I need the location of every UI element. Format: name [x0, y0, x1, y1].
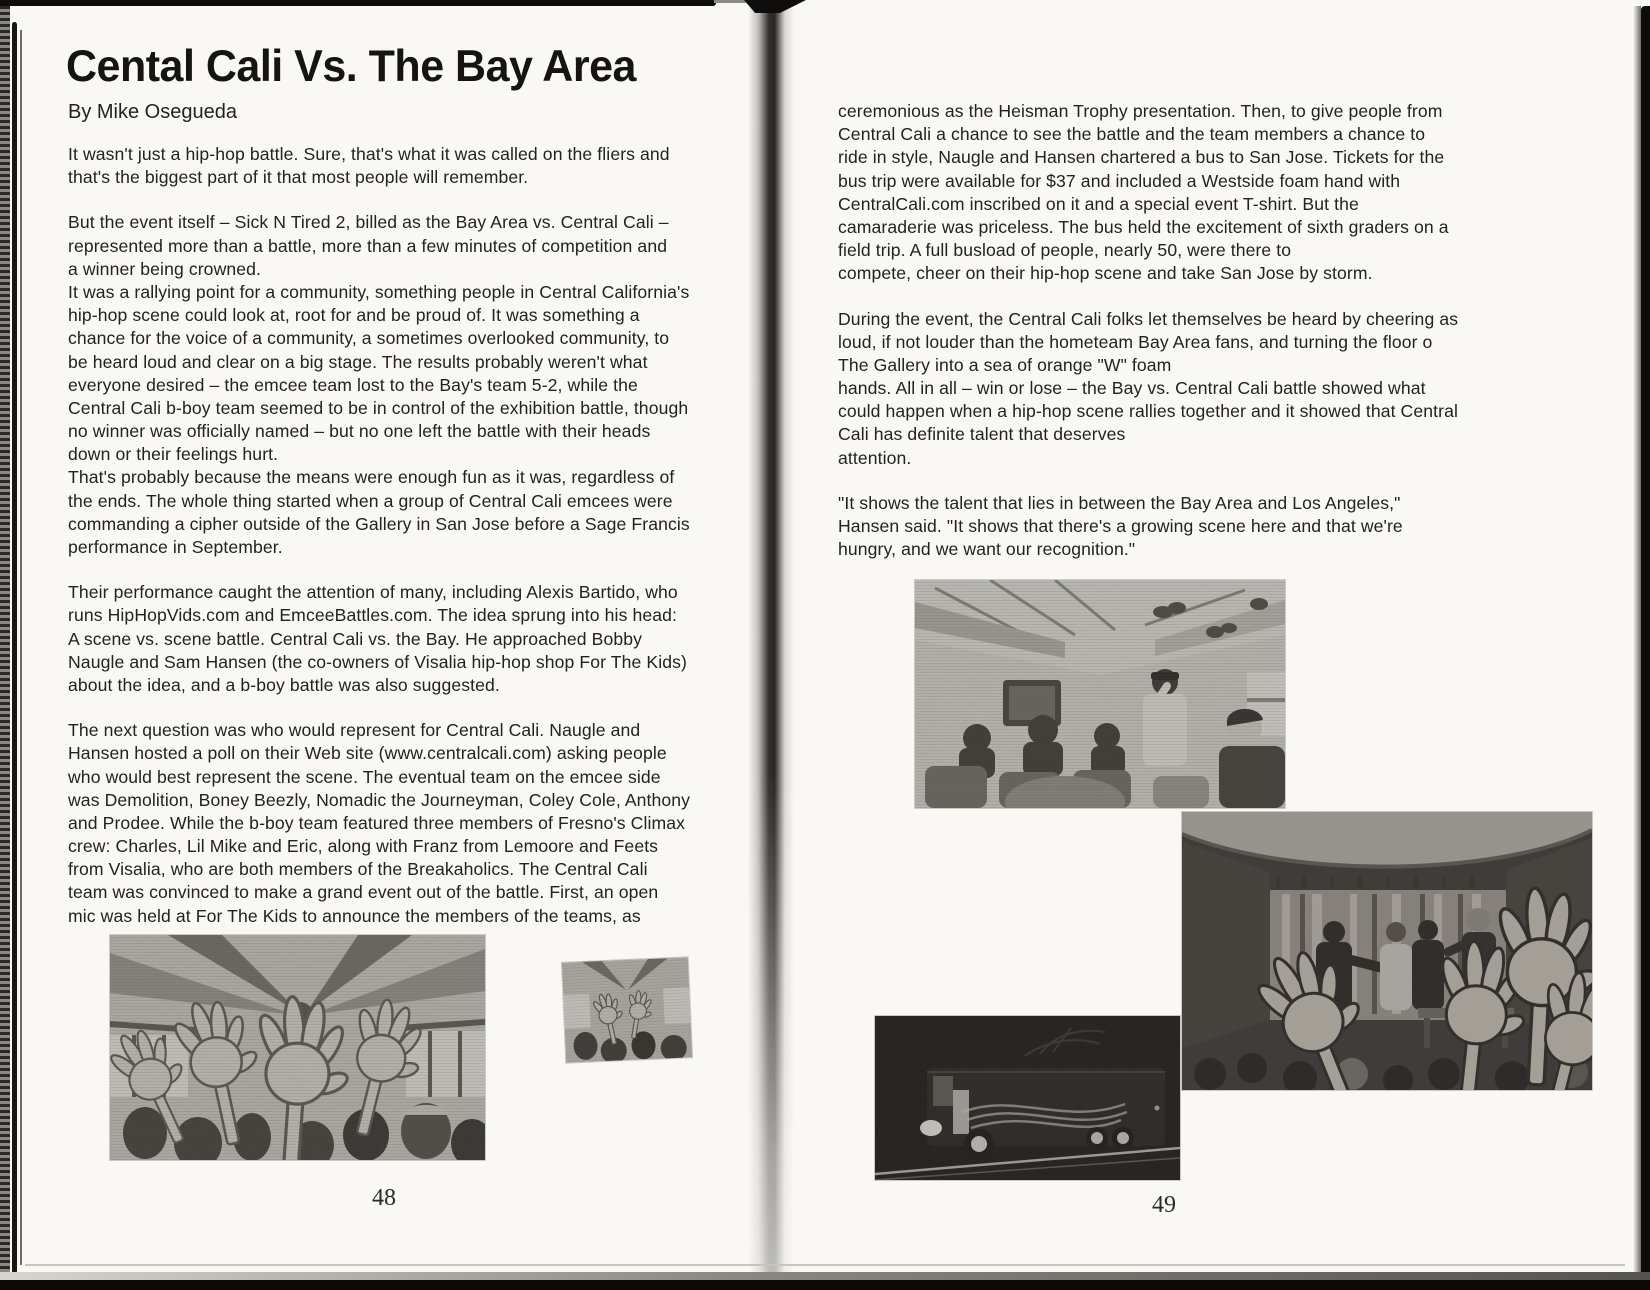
text-line: who would best represent the scene. The eventual team on the emcee side	[68, 766, 661, 787]
text-line: During the event, the Central Cali folks let themselves be heard by cheering as	[838, 308, 1459, 329]
right-text-column	[838, 100, 1578, 561]
page-number: 48	[372, 1185, 396, 1211]
text-line: Hansen said. "It shows that there's a growing scene here and that we're	[838, 516, 1403, 536]
text-line: Cali has definite talent that deserves	[838, 424, 1126, 445]
text-line: attention.	[838, 447, 912, 468]
text-line: Their performance caught the attention of many, including Alexis Bartido, who	[68, 582, 678, 603]
scan-bottom-edge	[0, 1280, 1650, 1290]
text-line: hungry, and we want our recognition."	[838, 539, 1136, 560]
text-line: It was a rallying point for a community, something people in Central California's	[68, 281, 690, 302]
photo-bus-interior	[915, 580, 1285, 808]
text-line: mic was held at For The Kids to announce the members of the teams, as	[68, 905, 641, 926]
text-line: A scene vs. scene battle. Central Cali vs. the Bay. He approached Bobby	[68, 628, 642, 649]
paragraph	[838, 100, 1578, 286]
text-line: "It shows the talent that lies in between the Bay Area and Los Angeles,"	[838, 492, 1401, 513]
text-line: The Gallery into a sea of orange "W" foam	[838, 354, 1172, 375]
text-line: camaraderie was priceless. The bus held the excitement of sixth graders on a	[838, 216, 1449, 237]
text-line: chance for the voice of a community, a sometimes overlooked community, to	[68, 328, 670, 349]
scan-right-edge-soft	[1633, 6, 1641, 1290]
text-line: loud, if not louder than the hometeam Bay Area fans, and turning the floor o	[838, 331, 1433, 352]
text-line: runs HipHopVids.com and EmceeBattles.com. The idea sprung into his head:	[68, 605, 677, 626]
text-line: down or their feelings hurt.	[68, 444, 279, 465]
page-edge-line	[12, 22, 17, 1274]
text-line: that's the biggest part of it that most people will remember.	[68, 167, 529, 188]
text-line: be heard loud and clear on a big stage. The results probably weren't what	[68, 351, 648, 372]
scan-top-edge	[0, 0, 716, 6]
paragraph	[838, 308, 1578, 470]
scan-right-edge	[1641, 6, 1650, 1290]
text-line: represented more than a battle, more than a few minutes of competition and	[68, 235, 668, 256]
page-edge-line	[20, 30, 22, 1265]
text-line: It wasn't just a hip-hop battle. Sure, that's what it was called on the fliers and	[68, 144, 670, 164]
text-line: team was convinced to make a grand event out of the battle. First, an open	[68, 882, 659, 903]
text-line: no winner was officially named – but no one left the battle with their heads	[68, 421, 651, 442]
text-line: everyone desired – the emcee team lost to the Bay's team 5-2, while the	[68, 374, 638, 395]
text-line: ceremonious as the Heisman Trophy presentation. Then, to give people from	[838, 101, 1443, 121]
text-line: bus trip were available for $37 and included a Westside foam hand with	[838, 170, 1401, 191]
text-line: Hansen hosted a poll on their Web site (www.centralcali.com) asking people	[68, 743, 667, 764]
text-line: hip-hop scene could look at, root for and be proud of. It was something a	[68, 305, 640, 326]
scan-bottom-line	[25, 1264, 1625, 1266]
paragraph	[838, 492, 1578, 562]
photo-bus-night	[875, 1016, 1180, 1180]
text-line: compete, cheer on their hip-hop scene and take San Jose by storm.	[838, 263, 1373, 284]
text-line: the ends. The whole thing started when a group of Central Cali emcees were	[68, 490, 673, 511]
text-line: Central Cali b-boy team seemed to be in control of the exhibition battle, though	[68, 397, 689, 418]
page-edge-texture	[0, 0, 10, 1282]
text-line: commanding a cipher outside of the Gallery in San Jose before a Sage Francis	[68, 513, 690, 534]
text-line: That's probably because the means were enough fun as it was, regardless of	[68, 467, 675, 488]
spine-shadow	[748, 0, 794, 1290]
text-line: Naugle and Sam Hansen (the co-owners of Visalia hip-hop shop For The Kids)	[68, 651, 687, 672]
byline: By Mike Osegueda	[68, 101, 237, 123]
article-title: Cental Cali Vs. The Bay Area	[66, 42, 636, 92]
text-line: field trip. A full busload of people, nearly 50, were there to	[838, 240, 1292, 261]
page-number: 49	[1152, 1192, 1176, 1218]
text-line: was Demolition, Boney Beezly, Nomadic the Journeyman, Coley Cole, Anthony	[68, 789, 691, 810]
text-line: Central Cali a chance to see the battle and the team members a chance to	[838, 124, 1426, 145]
text-line: about the idea, and a b-boy battle was also suggested.	[68, 674, 500, 695]
text-line: performance in September.	[68, 537, 283, 557]
photo-stage-foam-hands	[1182, 812, 1592, 1090]
text-line: from Visalia, who are both members of the Breakaholics. The Central Cali	[68, 859, 648, 880]
text-line: and Prodee. While the b-boy team featured three members of Fresno's Climax	[68, 812, 686, 833]
text-line: The next question was who would represent for Central Cali. Naugle and	[68, 720, 641, 741]
text-line: a winner being crowned.	[68, 258, 262, 279]
text-line: But the event itself – Sick N Tired 2, billed as the Bay Area vs. Central Cali –	[68, 212, 669, 233]
text-line: crew: Charles, Lil Mike and Eric, along with Franz from Lemoore and Feets	[68, 836, 659, 857]
text-line: hands. All in all – win or lose – the Bay vs. Central Cali battle showed what	[838, 378, 1426, 399]
text-line: CentralCali.com inscribed on it and a special event T-shirt. But the	[838, 193, 1359, 214]
text-line: ride in style, Naugle and Hansen chartered a bus to San Jose. Tickets for the	[838, 147, 1445, 168]
text-line: could happen when a hip-hop scene rallies together and it showed that Central	[838, 401, 1458, 422]
